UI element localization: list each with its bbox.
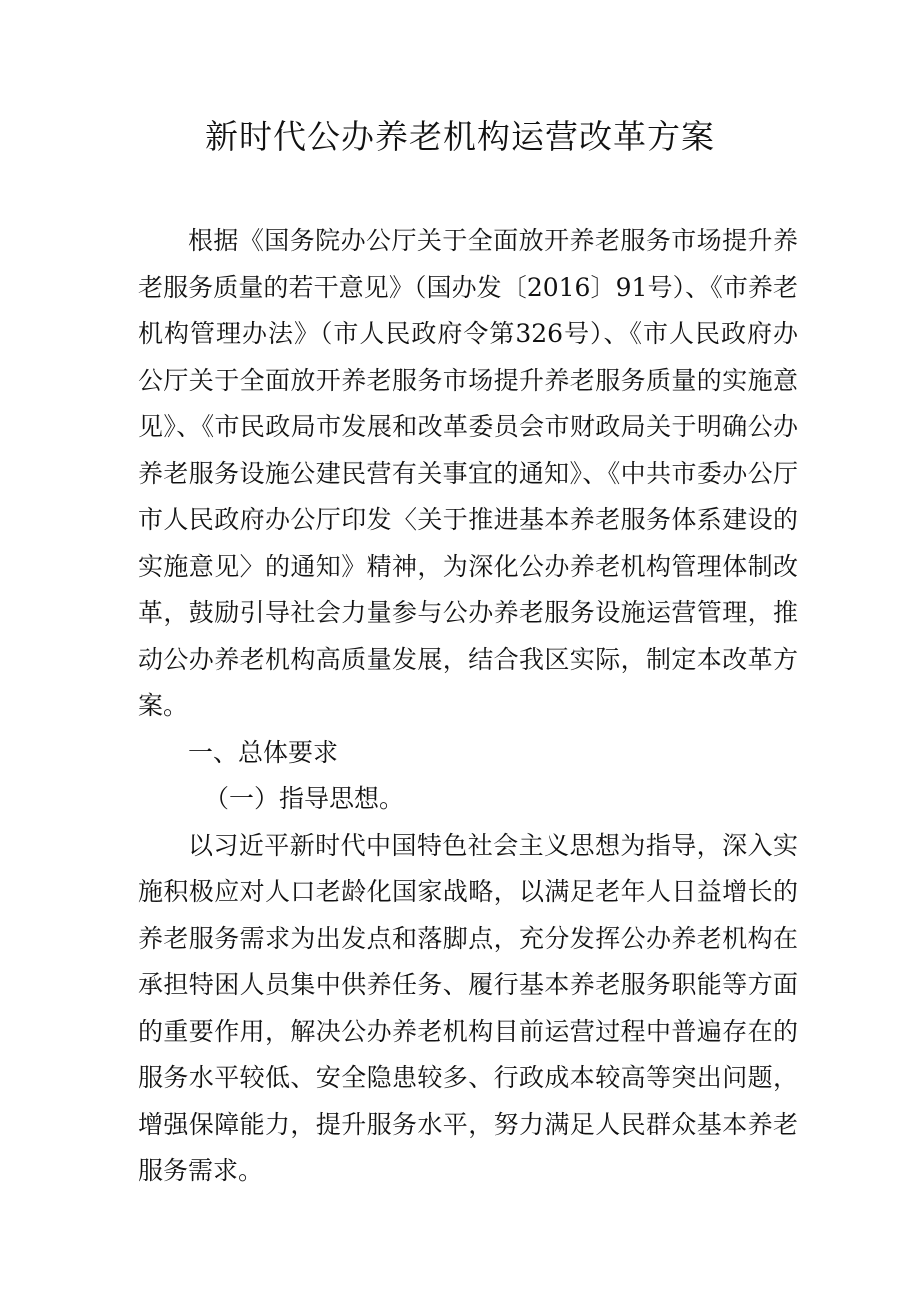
subsection-heading-guiding-ideology: （一）指导思想。	[204, 784, 405, 813]
document-title: 新时代公办养老机构运营改革方案	[205, 117, 715, 156]
document-body	[138, 218, 798, 1195]
guiding-ideology-paragraph: 以习近平新时代中国特色社会主义思想为指导，深入实施积极应对人口老龄化国家战略，以满足老年人日益增长的养老服务需求为出发点和落脚点，充分发挥公办养老机构在承担特困人员集中供养任务、履行基本养老服务职能等方面的重要作用，解决公办养老机构目前运营过程中普遍存在的服务水平较低、安全隐患较多、行政成本较高等突出问题，增强保障能力，提升服务水平，努力满足人民群众基本养老服务需求。	[138, 830, 798, 1185]
section-heading-general-requirements: 一、总体要求	[188, 737, 339, 767]
intro-paragraph: 根据《国务院办公厅关于全面放开养老服务市场提升养老服务质量的若干意见》（国办发〔2016〕91号）、《市养老机构管理办法》（市人民政府令第326号）、《市人民政府办公厅关于全面放开养老服务市场提升养老服务质量的实施意见》、《市民政局市发展和改革委员会市财政局关于明确公办养老服务设施公建民营有关事宜的通知》、《中共市委办公厅市人民政府办公厅印发〈关于推进基本养老服务体系建设的实施意见〉的通知》精神，为深化公办养老机构管理体制改革，鼓励引导社会力量参与公办养老服务设施运营管理，推动公办养老机构高质量发展，结合我区实际，制定本改革方案。	[138, 226, 798, 720]
